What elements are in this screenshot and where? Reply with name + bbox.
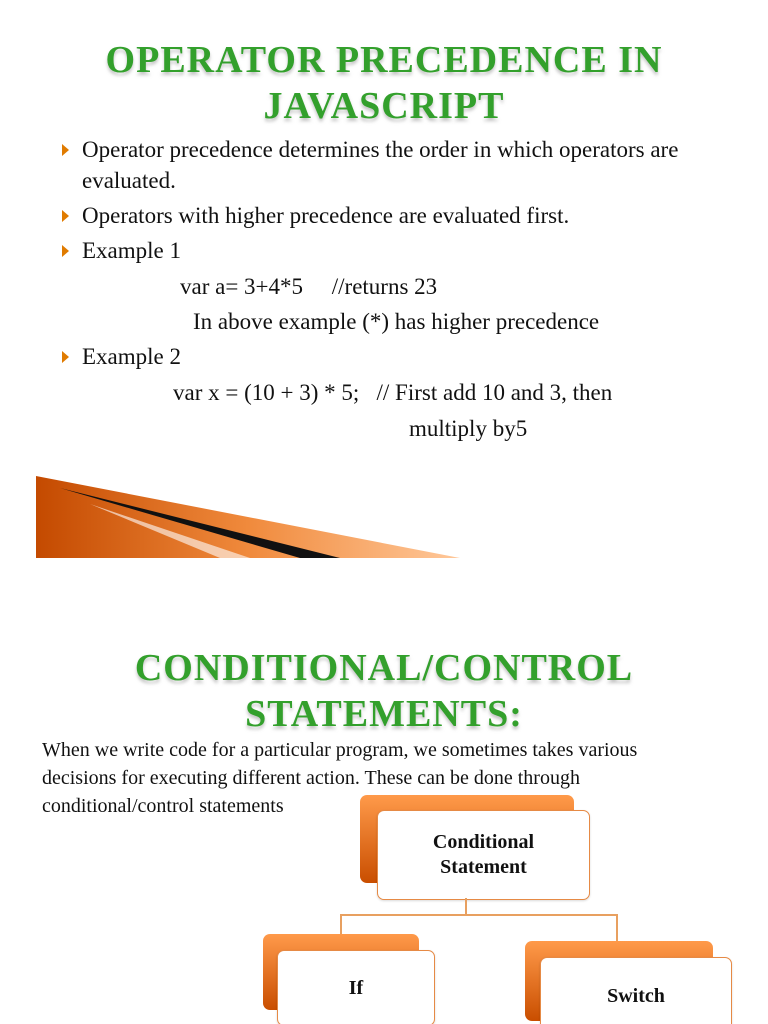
bullet-item xyxy=(60,134,742,196)
example2-code: var x = (10 + 3) * 5; // First add 10 and 3, then xyxy=(173,380,613,405)
bullet-item xyxy=(60,200,742,231)
bullet-text: Operators with higher precedence are evaluated first. xyxy=(82,203,570,228)
slide-title-line1: OPERATOR PRECEDENCE IN xyxy=(105,39,663,81)
intro-paragraph: When we write code for a particular program, we sometimes takes various decisions for executing different action. These can be done through conditional/control statements xyxy=(42,739,638,817)
bullet-arrow-icon xyxy=(62,351,69,363)
bullet-item xyxy=(60,341,742,372)
child-node-label: If xyxy=(348,976,364,999)
slide-conditional-statements xyxy=(0,600,768,1024)
example2-continuation: multiply by5 xyxy=(409,416,528,441)
connector-vertical xyxy=(465,898,467,914)
slide-title-line2: STATEMENTS: xyxy=(245,693,523,735)
root-node-label: Conditional Statement xyxy=(432,831,535,878)
connector-left xyxy=(340,914,342,936)
connector-right xyxy=(616,914,618,942)
decorative-stripe xyxy=(0,470,460,560)
example1-code: var a= 3+4*5 //returns 23 xyxy=(180,274,438,299)
child-node-switch xyxy=(540,957,732,1024)
bullet-text: Example 1 xyxy=(82,238,181,263)
example1-note: In above example (*) has higher precedence xyxy=(193,309,600,334)
slide-title-line2: JAVASCRIPT xyxy=(263,85,505,127)
child-node-label: Switch xyxy=(607,984,665,1007)
bullet-text: Example 2 xyxy=(82,344,181,369)
bullet-item xyxy=(60,235,742,266)
slide-title-line1: CONDITIONAL/CONTROL xyxy=(134,647,634,689)
bullet-arrow-icon xyxy=(62,245,69,257)
bullet-arrow-icon xyxy=(62,210,69,222)
bullet-arrow-icon xyxy=(62,144,69,156)
child-node-if xyxy=(277,950,435,1024)
root-node-conditional-statement xyxy=(377,810,590,900)
bullet-text: Operator precedence determines the order in which operators are evaluated. xyxy=(82,137,679,193)
connector-horizontal xyxy=(340,914,618,916)
